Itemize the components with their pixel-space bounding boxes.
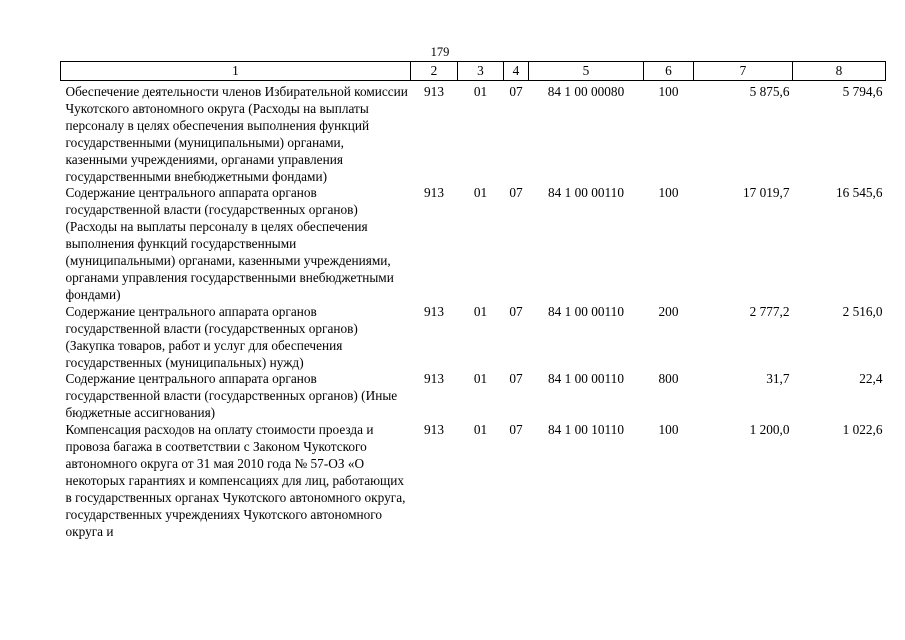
row-target-article: 84 1 00 00080 (547, 84, 625, 99)
row-description: Содержание центрального аппарата органов государственной власти (государственных органов) (Расходы на выплаты персоналу в целях обеспечения выполнения функций государственными (муниципальными) органами, казенными учреждениями, органами управления государственными внебюджетными фондами) (65, 185, 394, 302)
row-target-article: 84 1 00 00110 (548, 371, 624, 387)
row-amount-2: 16 545,6 (835, 185, 883, 201)
table-row (61, 185, 886, 303)
table-row (61, 304, 886, 372)
row-description: Содержание центрального аппарата органов государственной власти (государственных органов) (Иные бюджетные ассигнования) (65, 371, 398, 421)
row-amount-1: 5 875,6 (749, 84, 790, 99)
row-description: Компенсация расходов на оплату стоимости проезда и провоза багажа в соответствии с Законом Чукотского автономного округа от 31 мая 2010 года № 57-ОЗ «О некоторых гарантиях и компенсациях для лиц, работающих в государственных органах Чукотского автономного округа, государственных учреждениях Чукотского автономного округа и (65, 422, 406, 539)
row-expense-type: 100 (658, 84, 679, 99)
row-section-code: 01 (473, 303, 488, 319)
column-header: 6 (644, 62, 694, 81)
page-number: 179 (430, 45, 450, 59)
row-ministry-code: 913 (424, 422, 444, 438)
row-target-article: 84 1 00 00110 (548, 303, 624, 319)
row-expense-type: 100 (658, 422, 679, 438)
table-header-row (61, 62, 886, 81)
row-amount-2: 5 794,6 (842, 84, 883, 99)
column-header: 2 (411, 62, 458, 81)
table-row (61, 81, 886, 186)
row-ministry-code: 913 (424, 303, 444, 319)
row-ministry-code: 913 (424, 371, 444, 387)
table-row (61, 371, 886, 422)
row-description: Обеспечение деятельности членов Избирательной комиссии Чукотского автономного округа (Расходы на выплаты персоналу в целях обеспечения выполнения функций государственными (муниципальными) органами, казенными учреждениями, органами управления государственными внебюджетными фондами) (65, 84, 408, 184)
row-target-article: 84 1 00 00110 (548, 185, 624, 201)
column-header: 3 (458, 62, 504, 81)
row-subsection-code: 07 (509, 185, 523, 201)
row-section-code: 01 (473, 422, 488, 438)
column-header: 1 (61, 62, 411, 81)
column-header: 7 (694, 62, 793, 81)
column-header: 8 (793, 62, 886, 81)
row-section-code: 01 (473, 84, 488, 99)
row-amount-2: 1 022,6 (842, 422, 883, 438)
row-section-code: 01 (473, 185, 488, 201)
row-amount-1: 1 200,0 (749, 422, 790, 438)
row-ministry-code: 913 (424, 185, 444, 201)
row-expense-type: 800 (658, 371, 679, 387)
budget-table (60, 61, 886, 540)
row-target-article: 84 1 00 10110 (548, 422, 624, 438)
row-amount-2: 22,4 (859, 371, 883, 387)
table-row (61, 422, 886, 540)
row-description: Содержание центрального аппарата органов государственной власти (государственных органов) (Закупка товаров, работ и услуг для обеспечения государственных (муниципальных) нужд) (65, 303, 358, 370)
row-amount-2: 2 516,0 (842, 303, 883, 319)
row-expense-type: 200 (658, 303, 679, 319)
row-subsection-code: 07 (509, 371, 523, 387)
row-amount-1: 17 019,7 (742, 185, 790, 201)
row-expense-type: 100 (658, 185, 679, 201)
row-ministry-code: 913 (424, 84, 444, 99)
row-amount-1: 2 777,2 (749, 303, 790, 319)
row-section-code: 01 (473, 371, 488, 387)
row-subsection-code: 07 (509, 303, 523, 319)
row-subsection-code: 07 (509, 422, 523, 438)
column-header: 4 (504, 62, 529, 81)
row-amount-1: 31,7 (766, 371, 790, 387)
column-header: 5 (529, 62, 644, 81)
row-subsection-code: 07 (509, 84, 523, 99)
